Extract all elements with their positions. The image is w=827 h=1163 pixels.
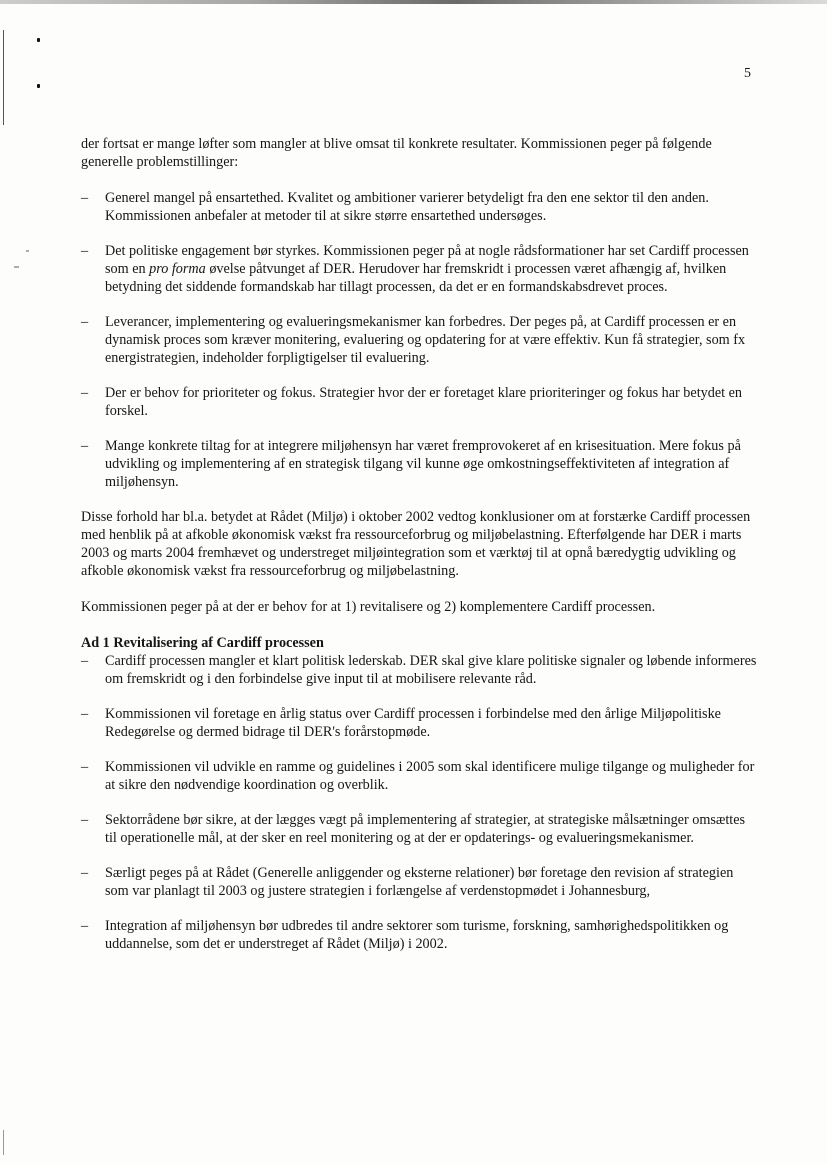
page-number: 5 (744, 66, 751, 81)
list-item-text: Mange konkrete tiltag for at integrere miljøhensyn har været fremprovokeret af en krisesituation. Mere fokus på udvikling og implementering af en strategisk tilgang vil kunne øge omkostningseffektiviteten af integration af miljøhensyn. (105, 438, 741, 490)
list-dash: – (81, 759, 89, 775)
list-item (81, 811, 757, 847)
scan-edge-top (0, 0, 827, 4)
list-item-text: Sektorrådene bør sikre, at der lægges vægt på implementering af strategier, at strategiske målsætninger omsættes til operationelle mål, at der sker en reel monitering og at der er opdaterings- og evalueringsmekanismer. (105, 812, 746, 846)
list-item-text: Særligt peges på at Rådet (Generelle anliggender og eksterne relationer) bør foretage den revision af strategien som var planlagt til 2003 og justere strategien i forlængelse af verdenstopmødet i Johannesburg, (105, 865, 734, 899)
list-item-text: Cardiff processen mangler et klart politisk lederskab. DER skal give klare politiske signaler og løbende informeres om fremskridt og i den forbindelse give input til at mobilisere relevante råd. (105, 653, 757, 687)
list-item (81, 437, 757, 491)
list-item (81, 652, 757, 688)
list-dash: – (81, 190, 89, 206)
list-dash: – (81, 314, 89, 330)
scan-edge-left-bottom (3, 1130, 4, 1155)
list-dash: – (81, 706, 89, 722)
list-item-text-pre: Det politiske engagement bør styrkes. Kommissionen peger på at nogle rådsformationer har set Cardiff processen som en (105, 243, 749, 277)
intro-paragraph: der fortsat er mange løfter som mangler at blive omsat til konkrete resultater. Kommissionen peger på følgende generelle problemstillinger: (81, 136, 712, 170)
list-dash: – (81, 243, 89, 259)
list-item-text: Generel mangel på ensartethed. Kvalitet og ambitioner varierer betydeligt fra den ene sektor til den anden. Kommissionen anbefaler at metoder til at sikre større ensartethed undersøges. (105, 190, 709, 224)
list-item-text (105, 243, 749, 295)
list-item (81, 384, 757, 420)
list-dash: – (81, 653, 89, 669)
list-item (81, 864, 757, 900)
page-body (81, 135, 757, 970)
list-item (81, 705, 757, 741)
list-item-text-post: øvelse påtvunget af DER. Herudover har fremskridt i processen været afhængig af, hvilken betydning det siddende formandskab har tillagt processen, da det er en formandskabsdrevet proces. (105, 261, 727, 295)
list-item-text: Der er behov for prioriteter og fokus. Strategier hvor der er foretaget klare prioriteringer og fokus har betydet en forskel. (105, 385, 743, 419)
list-dash: – (81, 918, 89, 934)
list-item-text: Integration af miljøhensyn bør udbredes til andre sektorer som turisme, forskning, samhørighedspolitikken og uddannelse, som det er understreget af Rådet (Miljø) i 2002. (105, 918, 729, 952)
scan-speck (14, 266, 19, 268)
list-dash: – (81, 385, 89, 401)
list-item-text: Kommissionen vil udvikle en ramme og guidelines i 2005 som skal identificere mulige tilgange og muligheder for at sikre den nødvendige koordination og overblik. (105, 759, 755, 793)
revitalisation-list (81, 652, 757, 953)
punch-hole-mark (37, 84, 40, 88)
scan-speck (26, 250, 29, 252)
body-paragraph: Disse forhold har bl.a. betydet at Rådet (Miljø) i oktober 2002 vedtog konklusioner om at forstærke Cardiff processen med henblik på at afkoble økonomisk vækst fra ressourceforbrug og miljøbelastning. Efterfølgende har DER i marts 2003 og marts 2004 fremhævet og understreget miljøintegration som et værktøj til at opnå bæredygtig udvikling og afkoble økonomisk vækst fra ressourceforbrug og miljøbelastning. (81, 509, 751, 579)
list-item (81, 313, 757, 367)
list-item-text-emphasis: pro forma (149, 261, 206, 277)
list-dash: – (81, 812, 89, 828)
section-heading: Ad 1 Revitalisering af Cardiff processen (81, 635, 324, 651)
list-dash: – (81, 438, 89, 454)
list-item (81, 242, 757, 296)
list-item (81, 189, 757, 225)
list-dash: – (81, 865, 89, 881)
list-item-text: Leverancer, implementering og evalueringsmekanismer kan forbedres. Der peges på, at Cardiff processen er en dynamisk proces som kræver monitering, evaluering og opdatering for at være effektiv. Kun få strategier, som fx energistrategien, indeholder forpligtigelser til evaluering. (105, 314, 746, 366)
problem-list (81, 189, 757, 491)
body-paragraph: Kommissionen peger på at der er behov for at 1) revitalisere og 2) komplementere Cardiff processen. (81, 599, 656, 615)
list-item (81, 917, 757, 953)
list-item (81, 758, 757, 794)
list-item-text: Kommissionen vil foretage en årlig status over Cardiff processen i forbindelse med den årlige Miljøpolitiske Redegørelse og dermed bidrage til DER's forårstopmøde. (105, 706, 721, 740)
scan-edge-left (3, 30, 4, 125)
punch-hole-mark (37, 38, 40, 42)
